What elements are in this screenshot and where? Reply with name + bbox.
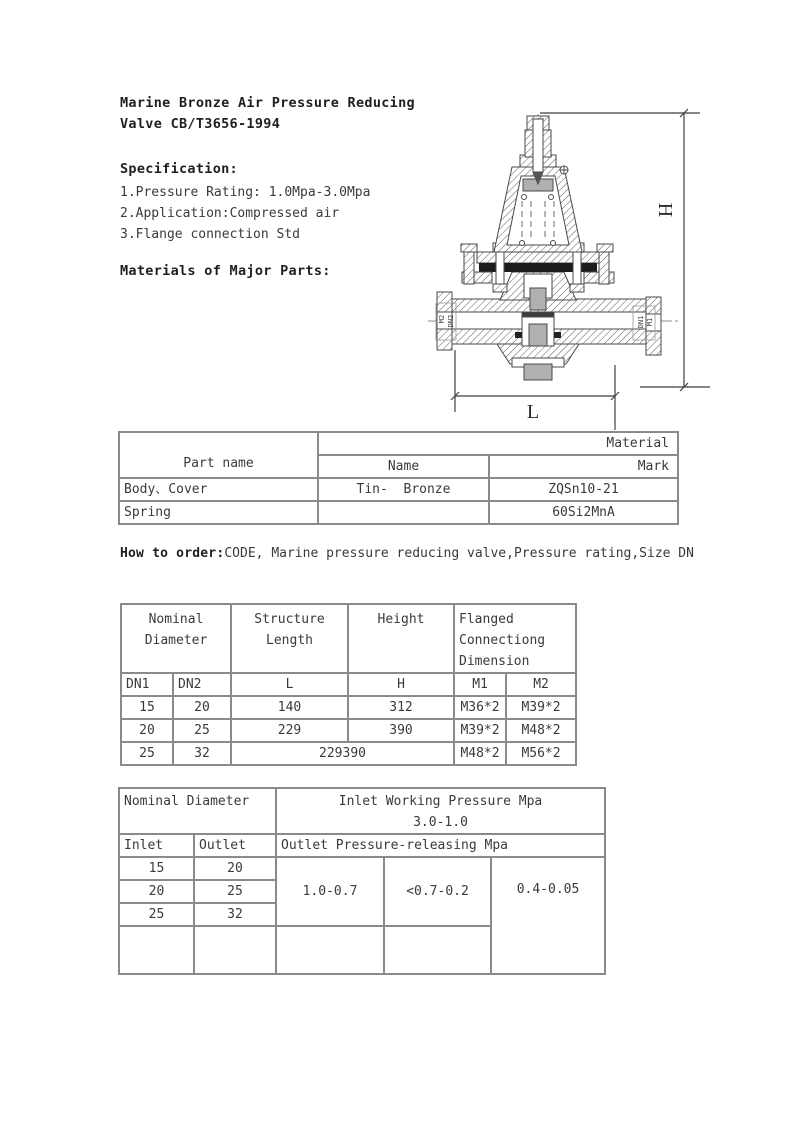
label-m2: M2	[438, 314, 446, 324]
material-mark-cell: ZQSn10-21	[489, 478, 678, 501]
specification-heading: Specification:	[120, 161, 238, 177]
label-dn2: DN2	[447, 314, 455, 328]
table-header-row	[121, 604, 576, 673]
spec-item-flange: 3.Flange connection Std	[120, 227, 301, 242]
m1-cell: M36*2	[454, 696, 506, 719]
table-row	[119, 432, 678, 455]
table-row	[119, 857, 605, 880]
dn1-cell: 15	[121, 696, 173, 719]
material-name-cell: Tin- Bronze	[318, 478, 489, 501]
nominal-diameter-header: Nominal Diameter	[119, 788, 276, 834]
table-row	[119, 501, 678, 524]
specification-list	[120, 182, 370, 245]
h-cell: 390	[348, 719, 454, 742]
l-cell: 229	[231, 719, 348, 742]
height-header: Height	[348, 604, 454, 673]
part-cell: Body、Cover	[119, 478, 318, 501]
outlet-header: Outlet	[194, 834, 276, 857]
pressure-value-cell: 0.4-0.05	[491, 857, 605, 974]
how-to-order-label: How to order:	[120, 546, 225, 561]
page-title-line2: Valve CB/T3656-1994	[120, 116, 281, 132]
inlet-header: Inlet	[119, 834, 194, 857]
h-header: H	[348, 673, 454, 696]
outlet-cell: 25	[194, 880, 276, 903]
title-block	[120, 93, 415, 135]
table-row	[119, 478, 678, 501]
nominal-diameter-header: Nominal Diameter	[121, 604, 231, 673]
dimension-l-label: L	[526, 401, 540, 423]
valve-body	[437, 116, 661, 380]
empty-cell	[276, 926, 384, 974]
pressure-value-cell: 1.0-0.7	[276, 857, 384, 926]
empty-cell	[384, 926, 491, 974]
name-header-cell: Name	[318, 455, 489, 478]
m2-header: M2	[506, 673, 576, 696]
part-name-header-cell: Part name	[119, 432, 318, 478]
label-dn1: DN1	[637, 315, 645, 329]
table-row	[121, 742, 576, 765]
valve-cross-section-drawing	[418, 95, 740, 440]
inlet-working-pressure-line1: Inlet Working Pressure Mpa	[338, 794, 543, 809]
m2-cell: M48*2	[506, 719, 576, 742]
material-header-cell: Material	[318, 432, 678, 455]
table-row	[121, 696, 576, 719]
dn2-cell: 25	[173, 719, 231, 742]
empty-cell	[119, 926, 194, 974]
dn1-cell: 25	[121, 742, 173, 765]
table-header-row	[119, 788, 605, 834]
table-subheader-row	[121, 673, 576, 696]
dn1-cell: 20	[121, 719, 173, 742]
spec-item-application: 2.Application:Compressed air	[120, 206, 340, 221]
material-mark-cell: 60Si2MnA	[489, 501, 678, 524]
material-name-cell	[318, 501, 489, 524]
dn2-cell: 20	[173, 696, 231, 719]
inlet-working-pressure-header	[276, 788, 605, 834]
pressure-value-cell: <0.7-0.2	[384, 857, 491, 926]
m1-cell: M39*2	[454, 719, 506, 742]
l-cell: 140	[231, 696, 348, 719]
how-to-order	[120, 543, 710, 564]
l-header: L	[231, 673, 348, 696]
inlet-cell: 15	[119, 857, 194, 880]
table-row	[121, 719, 576, 742]
materials-heading: Materials of Major Parts:	[120, 263, 331, 279]
part-cell: Spring	[119, 501, 318, 524]
dimension-h-label: H	[654, 202, 676, 218]
inlet-working-pressure-line2: 3.0-1.0	[413, 815, 468, 830]
pressure-table	[118, 787, 606, 975]
inlet-cell: 25	[119, 903, 194, 926]
table-subheader-row	[119, 834, 605, 857]
dn2-header: DN2	[173, 673, 231, 696]
label-m1: M1	[646, 317, 654, 327]
dimensions-table	[120, 603, 577, 766]
pressure-releasing-header: Outlet Pressure-releasing Mpa	[276, 834, 605, 857]
m2-cell: M56*2	[506, 742, 576, 765]
empty-cell	[194, 926, 276, 974]
spec-item-pressure-rating: 1.Pressure Rating: 1.0Mpa-3.0Mpa	[120, 185, 371, 200]
outlet-cell: 32	[194, 903, 276, 926]
inlet-cell: 20	[119, 880, 194, 903]
dn1-header: DN1	[121, 673, 173, 696]
m2-cell: M39*2	[506, 696, 576, 719]
materials-table	[118, 431, 679, 525]
lh-merged-cell: 229390	[231, 742, 454, 765]
structure-length-header: Structure Length	[231, 604, 348, 673]
how-to-order-text: CODE, Marine pressure reducing valve,Pressure rating,Size DN	[224, 546, 694, 561]
outlet-cell: 20	[194, 857, 276, 880]
mark-header-cell: Mark	[489, 455, 678, 478]
m1-cell: M48*2	[454, 742, 506, 765]
page-title-line1: Marine Bronze Air Pressure Reducing	[120, 95, 415, 111]
m1-header: M1	[454, 673, 506, 696]
flanged-dimension-header: Flanged Connectiong Dimension	[454, 604, 576, 673]
h-cell: 312	[348, 696, 454, 719]
dn2-cell: 32	[173, 742, 231, 765]
